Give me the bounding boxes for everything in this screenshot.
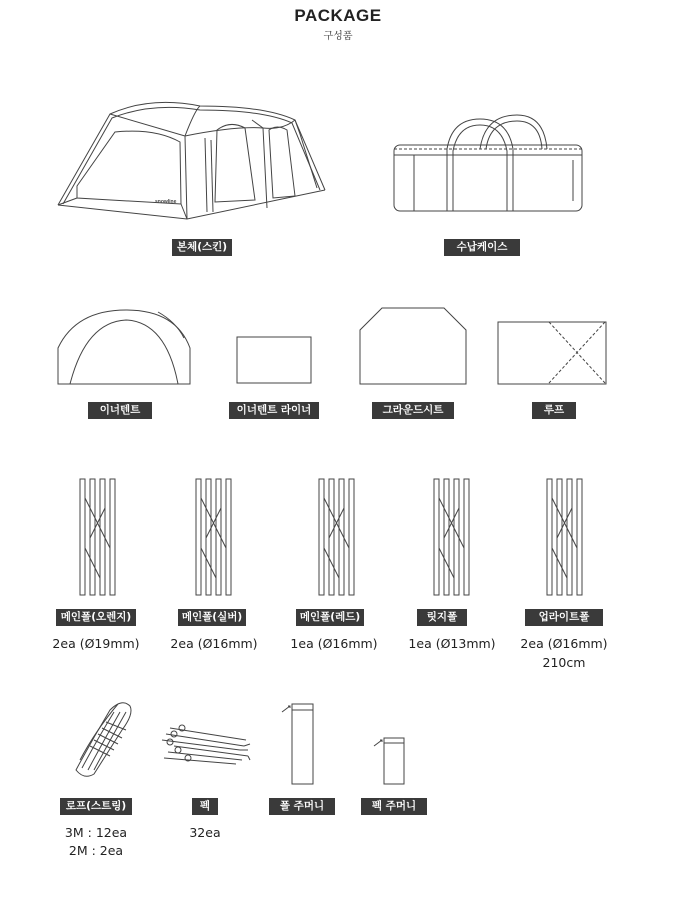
item-label-pole-bag: 폴 주머니 xyxy=(269,798,335,815)
inner-tent-liner-illustration xyxy=(236,336,312,384)
item-qty-upright-pole: 2ea (Ø16mm) xyxy=(520,636,608,651)
item-qty-upright-pole-length: 210cm xyxy=(542,655,586,670)
upright-pole-illustration xyxy=(546,478,584,596)
item-label-main-pole-silver: 메인폴(실버) xyxy=(178,609,246,626)
pole-bag-illustration xyxy=(280,700,316,786)
item-label-inner-tent: 이너텐트 xyxy=(88,402,152,419)
peg-bag-illustration xyxy=(372,734,406,786)
item-qty-main-pole-silver: 2ea (Ø16mm) xyxy=(170,636,258,651)
item-qty-rope-2m: 2M : 2ea xyxy=(68,843,124,858)
item-label-upright-pole: 업라이트폴 xyxy=(525,609,603,626)
tent-body-illustration xyxy=(55,100,330,225)
item-label-main-pole-orange: 메인폴(오렌지) xyxy=(56,609,136,626)
inner-tent-illustration xyxy=(56,308,192,386)
main-pole-orange-illustration xyxy=(79,478,117,596)
rope-illustration xyxy=(72,700,137,778)
tent-brand-logo: snowline xyxy=(155,199,177,205)
item-label-peg-bag: 펙 주머니 xyxy=(361,798,427,815)
page-subtitle: 구성품 xyxy=(323,31,353,42)
item-label-groundsheet: 그라운드시트 xyxy=(372,402,454,419)
item-label-ridge-pole: 릿지폴 xyxy=(417,609,467,626)
item-qty-main-pole-orange: 2ea (Ø19mm) xyxy=(52,636,140,651)
item-label-storage-bag: 수납케이스 xyxy=(444,239,520,256)
pegs-illustration xyxy=(160,720,252,768)
roof-illustration xyxy=(497,321,607,385)
item-qty-ridge-pole: 1ea (Ø13mm) xyxy=(408,636,496,651)
item-qty-rope-3m: 3M : 12ea xyxy=(64,825,128,840)
item-qty-pegs: 32ea xyxy=(189,825,221,840)
item-qty-main-pole-red: 1ea (Ø16mm) xyxy=(290,636,378,651)
groundsheet-illustration xyxy=(358,306,468,386)
main-pole-red-illustration xyxy=(318,478,356,596)
item-label-pegs: 펙 xyxy=(192,798,218,815)
storage-bag-illustration xyxy=(392,115,587,215)
main-pole-silver-illustration xyxy=(195,478,233,596)
item-label-tent-body: 본체(스킨) xyxy=(172,239,232,256)
item-label-rope: 로프(스트링) xyxy=(60,798,132,815)
item-label-inner-tent-liner: 이너텐트 라이너 xyxy=(229,402,319,419)
page-title: PACKAGE xyxy=(294,6,382,25)
ridge-pole-illustration xyxy=(433,478,471,596)
item-label-roof: 루프 xyxy=(532,402,576,419)
item-label-main-pole-red: 메인폴(레드) xyxy=(296,609,364,626)
